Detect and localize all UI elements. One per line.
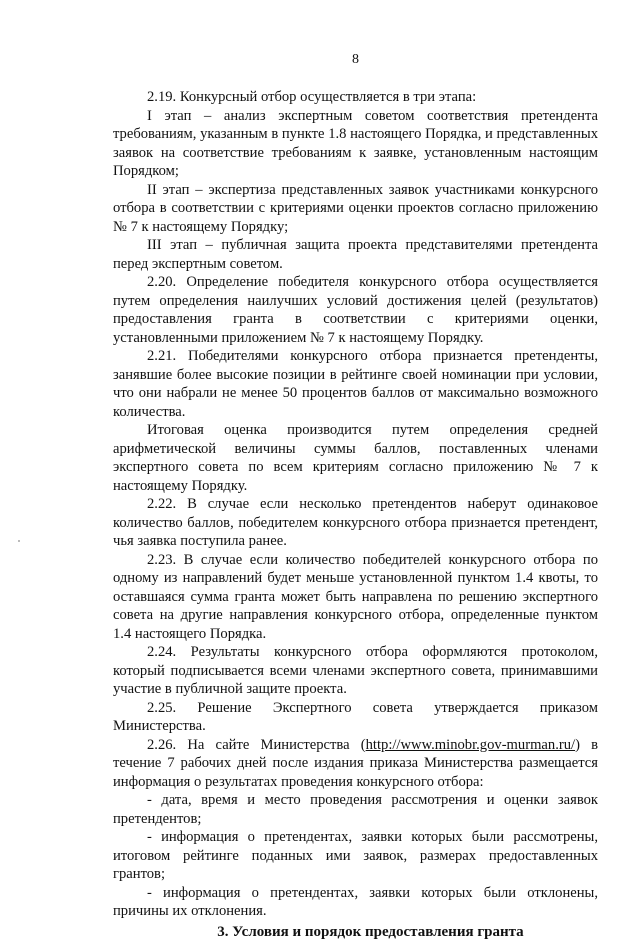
stage-1-text: I этап – анализ экспертным советом соответствия претендента требованиям, указанным в пункте 1.8 настоящего Порядка, и представленных заявок на соответствие требованиям к заявке, установленным настоящим Порядком; (113, 107, 598, 179)
bullet-item-date-time: - дата, время и место проведения рассмотрения и оценки заявок претендентов; (113, 792, 598, 827)
paragraph-2-19: 2.19. Конкурсный отбор осуществляется в три этапа: (147, 89, 477, 105)
paragraph-2-26 (113, 736, 598, 792)
paragraph-2-22: 2.22. В случае если несколько претендентов наберут одинаковое количество баллов, победителем конкурсного отбора признается претендент, чья заявка поступила ранее. (113, 496, 598, 549)
ministry-website-link[interactable]: http://www.minobr.gov-murman.ru/ (365, 736, 576, 753)
scan-dot-mark (18, 540, 20, 542)
final-score-paragraph: Итоговая оценка производится путем определения средней арифметической величины суммы баллов, поставленных членами экспертного совета по всем критериям согласно приложению № 7 к настоящему Порядку. (113, 422, 598, 494)
paragraph-2-26-start: 2.26. На сайте Министерства ( (147, 736, 366, 753)
section-heading: 3. Условия и порядок предоставления гранта (217, 923, 524, 940)
paragraph-2-21: 2.21. Победителями конкурсного отбора признается претенденты, занявшие более высокие позиции в рейтинге своей номинации при условии, что они набрали не менее 50 процентов баллов от максимально возможного количества. (113, 348, 598, 420)
paragraph-2-26-end: ) в течение 7 рабочих дней после издания приказа Министерства размещается информация о результатах проведения конкурсного отбора: (113, 736, 598, 790)
bullet-item-reviewed-applicants: - информация о претендентах, заявки которых были рассмотрены, итоговом рейтинге поданных ими заявок, размерах предоставленных грантов; (113, 829, 598, 882)
page-number: 8 (352, 52, 359, 67)
stage-2-text: II этап – экспертиза представленных заявок участниками конкурсного отбора в соответствии с критериями оценки проектов согласно приложению № 7 к настоящему Порядку; (113, 181, 598, 235)
paragraph-2-20: 2.20. Определение победителя конкурсного отбора осуществляется путем определения наилучших условий достижения целей (результатов) предоставления гранта в соответствии с критериями оценки, установленными приложением № 7 к настоящему Порядку. (113, 274, 598, 346)
paragraph-2-25: 2.25. Решение Экспертного совета утверждается приказом Министерства. (113, 699, 598, 734)
bullet-item-rejected-applicants: - информация о претендентах, заявки которых были отклонены, причины их отклонения. (113, 884, 598, 919)
paragraph-2-23: 2.23. В случае если количество победителей конкурсного отбора по одному из направлений будет меньше установленной пунктом 1.4 квоты, то оставшаяся сумма гранта может быть направлена по решению экспертного совета на другие направления конкурсного отбора, определенные пунктом 1.4 настоящего Порядка. (113, 551, 598, 642)
paragraph-2-24: 2.24. Результаты конкурсного отбора оформляются протоколом, который подписывается всеми членами экспертного совета, принимавшими участие в публичной защите проекта. (113, 644, 598, 697)
stage-3-text: III этап – публичная защита проекта представителями претендента перед экспертным советом. (113, 237, 598, 272)
